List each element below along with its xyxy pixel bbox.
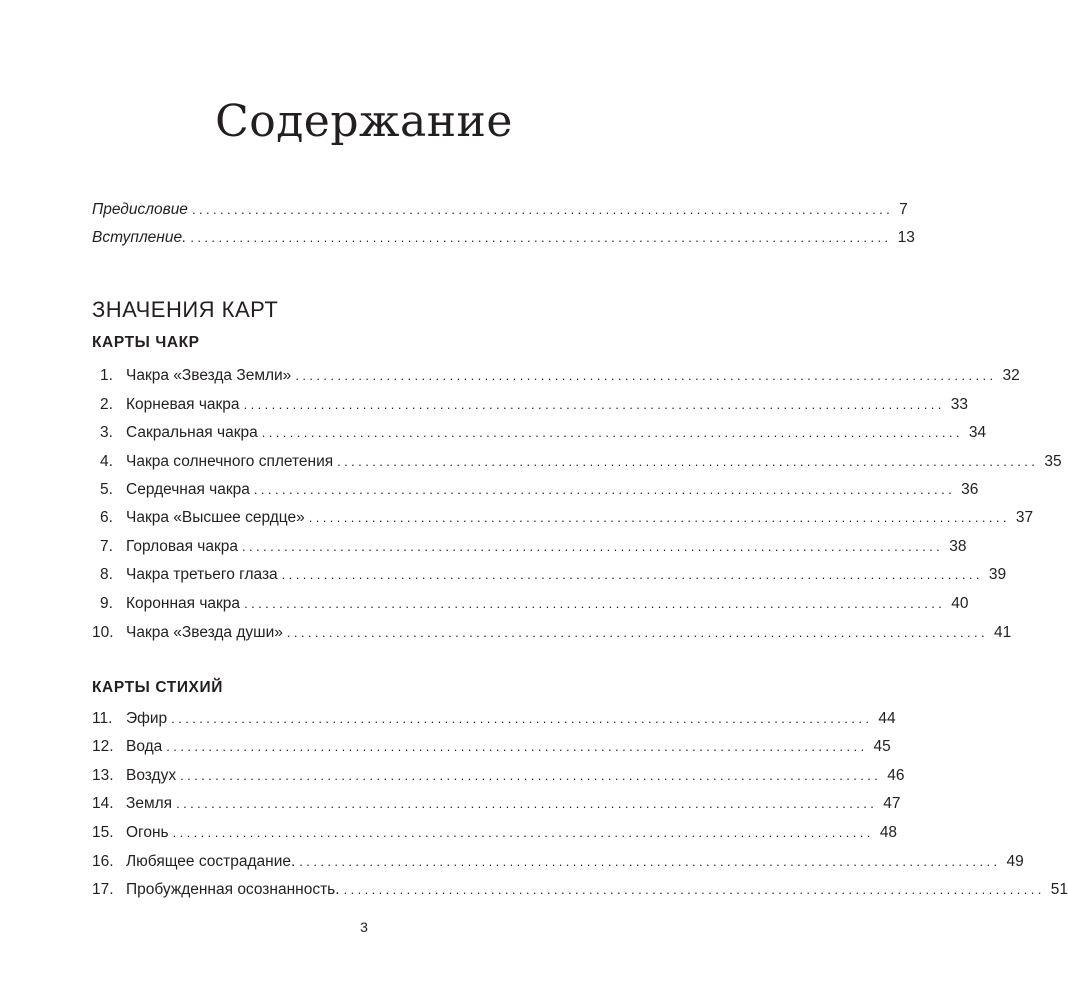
toc-entry[interactable]	[100, 395, 968, 415]
toc-entry-page: 13	[897, 229, 915, 246]
leader-dots: ....................................................................................................	[176, 796, 878, 811]
toc-entry-label: Сакральная чакра	[126, 424, 258, 441]
toc-entry-page: 7	[899, 201, 908, 218]
toc-entry[interactable]	[92, 709, 896, 729]
toc-entry-page: 51	[1050, 881, 1068, 898]
leader-dots: ....................................................................................................	[243, 397, 945, 412]
toc-entry-number: 3.	[100, 424, 113, 441]
toc-entry[interactable]	[92, 623, 1012, 643]
toc-entry-label: Горловая чакра	[126, 538, 239, 555]
toc-entry-number: 4.	[100, 453, 113, 470]
toc-entry[interactable]	[100, 508, 1034, 528]
toc-entry-page: 36	[961, 481, 979, 498]
toc-entry-page: 32	[1002, 367, 1020, 384]
leader-dots: ....................................................................................................	[337, 454, 1039, 469]
leader-dots: ....................................................................................................	[286, 625, 989, 640]
leader-dots: ....................................................................................................	[295, 368, 997, 383]
toc-entry-number: 8.	[100, 566, 113, 583]
section-heading: ЗНАЧЕНИЯ КАРТ	[92, 297, 279, 322]
toc-entry-label: Чакра «Высшее сердце»	[126, 509, 305, 526]
toc-entry-number: 7.	[100, 538, 113, 555]
toc-entry-number: 2.	[100, 396, 113, 413]
toc-entry[interactable]	[92, 852, 1024, 872]
leader-dots: ....................................................................................................	[180, 768, 882, 783]
toc-entry[interactable]	[100, 537, 967, 557]
toc-entry-number: 1.	[100, 367, 113, 384]
toc-entry-page: 48	[879, 824, 898, 841]
toc-entry-page: 34	[968, 424, 987, 441]
toc-entry[interactable]	[100, 423, 987, 443]
leader-dots: ....................................................................................................	[261, 425, 963, 440]
leader-dots: ....................................................................................................	[343, 882, 1045, 897]
toc-entry-introduction[interactable]	[92, 228, 915, 248]
page-number: 3	[360, 919, 368, 935]
toc-entry-page: 35	[1044, 453, 1062, 470]
toc-entry-page: 37	[1015, 509, 1034, 526]
toc-entry-page: 33	[950, 396, 968, 413]
toc-entry-label: Вступление.	[92, 229, 187, 246]
toc-entry-number: 17.	[92, 881, 114, 898]
leader-dots: ....................................................................................................	[253, 482, 956, 497]
leader-dots: ....................................................................................................	[244, 596, 946, 611]
group-heading-elements: КАРТЫ СТИХИЙ	[92, 679, 223, 696]
toc-entry-page: 39	[988, 566, 1007, 583]
toc-entry-label: Чакра «Звезда души»	[126, 624, 283, 641]
toc-entry-number: 13.	[92, 767, 114, 784]
leader-dots: ....................................................................................................	[172, 825, 874, 840]
toc-entry-label: Чакра третьего глаза	[126, 566, 278, 583]
leader-dots: ....................................................................................................	[171, 711, 873, 726]
toc-entry-page: 49	[1006, 853, 1024, 870]
toc-entry-label: Сердечная чакра	[126, 481, 250, 498]
toc-entry-number: 6.	[100, 509, 113, 526]
group-heading-chakras: КАРТЫ ЧАКР	[92, 334, 200, 351]
page-title: Содержание	[215, 96, 513, 147]
toc-entry-page: 40	[951, 595, 969, 612]
toc-entry[interactable]	[92, 766, 905, 786]
toc-entry-number: 16.	[92, 853, 114, 870]
toc-entry-number: 10.	[92, 624, 114, 641]
toc-entry-label: Эфир	[126, 710, 168, 727]
toc-entry-label: Чакра «Звезда Земли»	[126, 367, 292, 384]
toc-entry-label: Пробужденная осознанность.	[126, 881, 340, 898]
toc-entry[interactable]	[92, 737, 891, 757]
leader-dots: ....................................................................................................	[166, 739, 868, 754]
toc-entry-label: Вода	[126, 738, 163, 755]
toc-entry[interactable]	[100, 565, 1007, 585]
toc-entry[interactable]	[92, 794, 901, 814]
toc-entry[interactable]	[92, 823, 898, 843]
toc-entry-label: Любящее сострадание.	[126, 853, 296, 870]
toc-entry[interactable]	[100, 594, 969, 614]
leader-dots: ....................................................................................................	[190, 230, 892, 245]
toc-entry[interactable]	[100, 452, 1062, 472]
leader-dots: ....................................................................................................	[242, 539, 944, 554]
toc-entry-page: 38	[949, 538, 967, 555]
leader-dots: ....................................................................................................	[308, 510, 1010, 525]
toc-entry-page: 44	[878, 710, 896, 727]
toc-entry-number: 14.	[92, 795, 114, 812]
leader-dots: ....................................................................................................	[191, 202, 894, 217]
toc-entry-label: Земля	[126, 795, 173, 812]
toc-entry[interactable]	[92, 880, 1068, 900]
toc-entry[interactable]	[100, 480, 979, 500]
leader-dots: ....................................................................................................	[299, 854, 1001, 869]
toc-entry-number: 15.	[92, 824, 114, 841]
toc-entry-page: 41	[994, 624, 1012, 641]
toc-entry-label: Коронная чакра	[126, 595, 241, 612]
toc-entry-number: 12.	[92, 738, 114, 755]
toc-entry-preface[interactable]	[92, 200, 908, 220]
toc-entry-number: 9.	[100, 595, 113, 612]
toc-entry-label: Огонь	[126, 824, 169, 841]
toc-entry[interactable]	[100, 366, 1020, 386]
toc-entry-page: 46	[887, 767, 905, 784]
toc-entry-page: 45	[873, 738, 891, 755]
toc-entry-label: Предисловие	[92, 201, 188, 218]
toc-entry-label: Корневая чакра	[126, 396, 240, 413]
toc-entry-label: Воздух	[126, 767, 177, 784]
toc-entry-number: 11.	[92, 710, 113, 727]
leader-dots: ....................................................................................................	[281, 567, 983, 582]
toc-entry-number: 5.	[100, 481, 113, 498]
toc-entry-label: Чакра солнечного сплетения	[126, 453, 334, 470]
toc-entry-page: 47	[883, 795, 901, 812]
